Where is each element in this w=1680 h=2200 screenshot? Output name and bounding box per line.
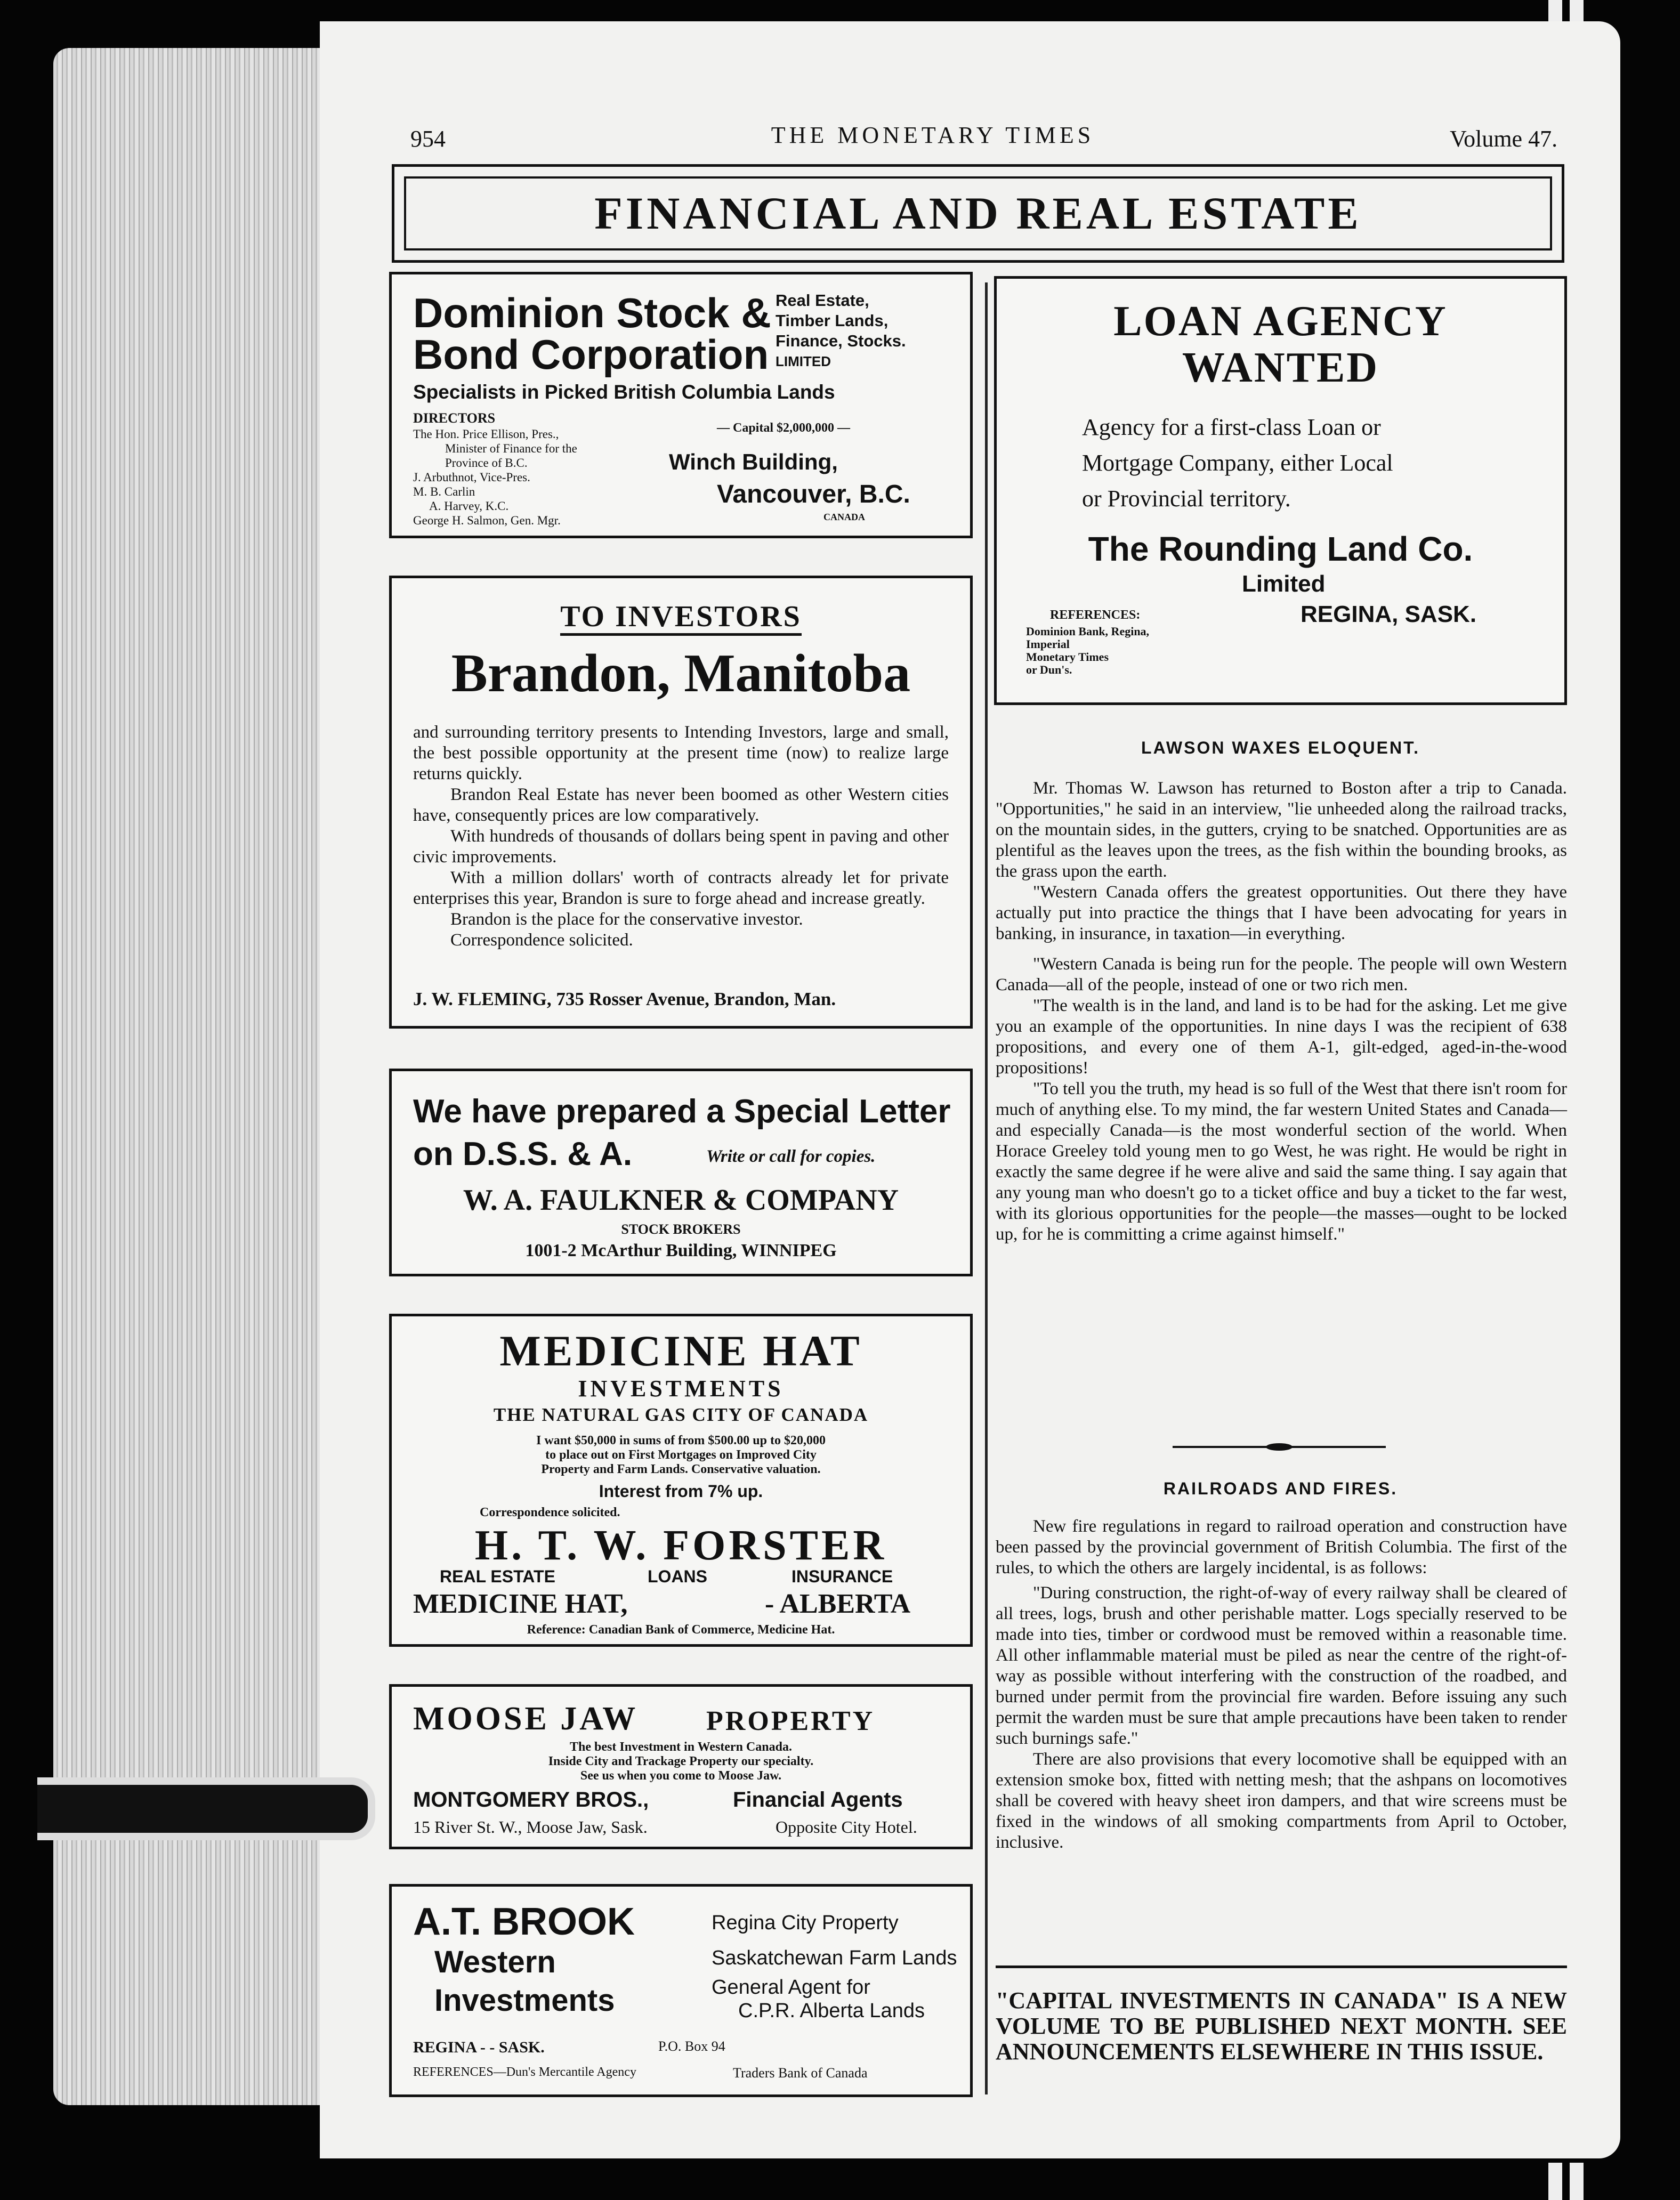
medhat-service: REAL ESTATE xyxy=(440,1567,555,1586)
brandon-heading xyxy=(392,600,970,634)
brandon-paragraph: With hundreds of thousands of dollars being spent in paving and other civic improvements. xyxy=(413,827,949,867)
dominion-building: Winch Building, xyxy=(669,449,838,474)
medhat-solicited: Correspondence solicited. xyxy=(480,1506,620,1519)
loan-limited: Limited xyxy=(1242,571,1326,597)
faulkner-note: Write or call for copies. xyxy=(706,1147,876,1166)
loan-references xyxy=(1026,625,1149,676)
dominion-directors-label: DIRECTORS xyxy=(413,410,496,426)
sprocket-hole xyxy=(1548,2163,1562,2200)
medhat-body xyxy=(392,1434,970,1477)
moosejaw-role: Financial Agents xyxy=(733,1788,903,1811)
ornament-divider xyxy=(1173,1443,1386,1451)
dominion-directors xyxy=(413,427,577,528)
medhat-place-right: - ALBERTA xyxy=(765,1589,911,1619)
faulkner-firm: W. A. FAULKNER & COMPANY xyxy=(463,1184,899,1217)
moosejaw-line: The best Investment in Western Canada. xyxy=(570,1740,792,1754)
brook-right-line: C.P.R. Alberta Lands xyxy=(738,2000,925,2022)
director-line: A. Harvey, K.C. xyxy=(429,499,509,513)
brandon-paragraph: and surrounding territory presents to Intending Investors, large and small, the best possible opportunity at the present time (now) to realize large returns quickly. xyxy=(413,723,949,783)
dominion-city: Vancouver, B.C. xyxy=(717,480,910,508)
faulkner-role: STOCK BROKERS xyxy=(621,1222,741,1237)
ad-brandon xyxy=(389,576,973,1029)
magazine-page xyxy=(320,21,1620,2158)
moosejaw-line: Inside City and Trackage Property our specialty. xyxy=(548,1754,814,1768)
brook-place: REGINA - - SASK. xyxy=(413,2039,545,2056)
loan-reference: or Dun's. xyxy=(1026,663,1072,676)
medhat-name: H. T. W. FORSTER xyxy=(474,1522,887,1569)
ad-dominion-stock xyxy=(389,272,973,538)
lawson-paragraph: Mr. Thomas W. Lawson has returned to Boston after a trip to Canada. "Opportunities," he said in an interview, "lie unheeded along the railroad tracks, on the mountain sides, in the gutters, crying to be snatched. Opportunities are as plentiful as the leaves upon the trees, as the fish within the bounding brooks, as the grass upon the earth. xyxy=(996,779,1567,881)
director-line: Province of B.C. xyxy=(445,456,528,470)
ad-moose-jaw xyxy=(389,1684,973,1849)
page-clip xyxy=(37,1777,375,1840)
loan-body-line: or Provincial territory. xyxy=(1082,486,1291,512)
dominion-limited: LIMITED xyxy=(776,353,831,369)
medhat-place-left: MEDICINE HAT, xyxy=(413,1589,628,1619)
brandon-signature: J. W. FLEMING, 735 Rosser Avenue, Brandon, Man. xyxy=(413,989,836,1009)
moosejaw-title-right: PROPERTY xyxy=(706,1706,875,1736)
brook-right-line: Saskatchewan Farm Lands xyxy=(712,1947,957,1969)
brook-references: REFERENCES—Dun's Mercantile Agency xyxy=(413,2065,636,2079)
director-line: George H. Salmon, Gen. Mgr. xyxy=(413,514,561,527)
dominion-name-2: Bond Corporation xyxy=(413,331,769,378)
moosejaw-address: 15 River St. W., Moose Jaw, Sask. xyxy=(413,1817,648,1837)
dominion-country: CANADA xyxy=(823,512,865,522)
brandon-body xyxy=(413,722,949,951)
dominion-name-1: Dominion Stock & xyxy=(413,289,771,336)
loan-title-2: WANTED xyxy=(1182,344,1379,391)
medhat-subtitle: INVESTMENTS xyxy=(578,1376,784,1402)
loan-reference: Dominion Bank, Regina, xyxy=(1026,625,1150,638)
loan-reference: Monetary Times xyxy=(1026,650,1109,664)
moosejaw-lines xyxy=(392,1740,970,1783)
page-number: 954 xyxy=(410,126,446,152)
loan-title-1: LOAN AGENCY xyxy=(1113,298,1448,345)
brook-right-lines xyxy=(712,1905,957,2023)
director-line: Minister of Finance for the xyxy=(445,442,577,455)
brook-line3: Investments xyxy=(434,1983,615,2018)
section-title-frame xyxy=(392,164,1564,263)
director-line: J. Arbuthnot, Vice-Pres. xyxy=(413,471,530,484)
brook-right-line: Regina City Property xyxy=(712,1912,899,1934)
medhat-interest: Interest from 7% up. xyxy=(599,1482,763,1501)
lawson-paragraph: "Western Canada offers the greatest opportunities. Out there they have actually put into practice the things that I have been advocating for years in banking, in insurance, in taxation—in everything. xyxy=(996,883,1567,943)
director-line: The Hon. Price Ellison, Pres., xyxy=(413,427,559,441)
ad-medicine-hat xyxy=(389,1314,973,1647)
medhat-service: INSURANCE xyxy=(791,1567,893,1586)
brook-bank: Traders Bank of Canada xyxy=(733,2065,868,2081)
medhat-title: MEDICINE HAT xyxy=(499,1327,862,1375)
lawson-paragraph: "Western Canada is being run for the people. The people will own Western Canada—all of the people, instead of one or two rich men. xyxy=(996,955,1567,994)
railroads-paragraph: "During construction, the right-of-way of every railway shall be cleared of all trees, logs, brush and other perishable matter. Logs specially reserved to be made into ties, timber or cordwood must be removed within a reasonable time. All other inflammable material must be piled as near the centre of the right-of-way as possible without interfering with the construction of the roadbed, and burned under permit from the provincial fire warden. Before issuing any such permit the warden must be sure that ample precautions have been taken to render such burnings safe." xyxy=(996,1583,1567,1748)
lawson-paragraph: "The wealth is in the land, and land is to be had for the asking. Let me give you an example of the opportunities. In nine days I was the recipient of 638 propositions, and every one of them A-1, gilt-edged, aged-in-the-wood propositions! xyxy=(996,996,1567,1078)
loan-references-label: REFERENCES: xyxy=(1050,608,1141,622)
faulkner-line2: on D.S.S. & A. xyxy=(413,1136,633,1172)
brandon-city: Brandon, Manitoba xyxy=(451,643,911,703)
sprocket-hole xyxy=(1570,2163,1584,2200)
lawson-paragraph: "To tell you the truth, my head is so full of the West that there isn't room for much of anything else. To my mind, the far western United States and Canada—and especially Canada—is the most wonderful section of the world. When Horace Greeley told young men to go West, he was right. He would be right in exactly the same degree if he were alive and said the same thing. I say again that any young man who doesn't go to a ticket office and buy a ticket to the far west, with its glorious opportunities for the people—the masses—ought to be locked up, for he is committing a crime against himself." xyxy=(996,1079,1567,1244)
director-line: M. B. Carlin xyxy=(413,485,475,498)
brook-name: A.T. BROOK xyxy=(413,1900,635,1943)
dominion-capital-text: Capital $2,000,000 xyxy=(733,421,835,435)
medhat-service: LOANS xyxy=(648,1567,707,1586)
medhat-tagline: THE NATURAL GAS CITY OF CANADA xyxy=(493,1404,869,1425)
brandon-paragraph: Brandon is the place for the conservative investor. xyxy=(450,910,803,929)
section-title: FINANCIAL AND REAL ESTATE xyxy=(404,176,1552,250)
brook-line2: Western xyxy=(434,1945,556,1979)
volume-label: Volume 47. xyxy=(1450,126,1558,152)
loan-reference: Imperial xyxy=(1026,637,1070,651)
medhat-body-line: I want $50,000 in sums of from $500.00 up to $20,000 xyxy=(536,1434,826,1447)
notice-rule xyxy=(996,1966,1567,1968)
journal-title: THE MONETARY TIMES xyxy=(771,122,1095,148)
lawson-headline: LAWSON WAXES ELOQUENT. xyxy=(1141,738,1420,757)
ad-loan-agency xyxy=(994,276,1567,705)
dominion-service: Finance, Stocks. xyxy=(776,331,906,350)
moosejaw-line: See us when you come to Moose Jaw. xyxy=(580,1769,782,1783)
loan-body xyxy=(1082,409,1393,516)
ad-faulkner xyxy=(389,1069,973,1276)
notice-text: "CAPITAL INVESTMENTS IN CANADA" IS A NEW VOLUME TO BE PUBLISHED NEXT MONTH. SEE ANNOUNCEMENTS ELSEWHERE IN THIS ISSUE. xyxy=(996,1987,1567,2065)
loan-body-line: Mortgage Company, either Local xyxy=(1082,450,1393,476)
lawson-body xyxy=(996,778,1567,1245)
moosejaw-title: MOOSE JAW xyxy=(413,1701,639,1737)
railroads-headline: RAILROADS AND FIRES. xyxy=(1163,1479,1398,1498)
railroads-body xyxy=(996,1516,1567,1853)
faulkner-address: 1001-2 McArthur Building, WINNIPEG xyxy=(525,1241,837,1260)
dominion-service: Real Estate, xyxy=(776,291,869,310)
dominion-tagline: Specialists in Picked British Columbia Lands xyxy=(413,381,835,403)
brandon-paragraph: Brandon Real Estate has never been boomed as other Western cities have, consequently prices are low comparatively. xyxy=(413,785,949,825)
railroads-paragraph: New fire regulations in regard to railroad operation and construction have been passed by the provincial government of British Columbia. The first of the rules, to which the others are largely incidental, is as follows: xyxy=(996,1517,1567,1578)
brandon-heading-text: TO INVESTORS xyxy=(560,600,802,636)
brandon-paragraph: With a million dollars' worth of contracts already let for private enterprises this year, Brandon is sure to forge ahead and increase greatly. xyxy=(413,868,949,908)
medhat-reference: Reference: Canadian Bank of Commerce, Medicine Hat. xyxy=(527,1623,835,1637)
moosejaw-address-right: Opposite City Hotel. xyxy=(776,1817,917,1837)
brandon-paragraph: Correspondence solicited. xyxy=(450,931,633,950)
faulkner-line1: We have prepared a Special Letter xyxy=(413,1093,951,1130)
dominion-service: Timber Lands, xyxy=(776,311,889,330)
medhat-body-line: Property and Farm Lands. Conservative valuation. xyxy=(541,1462,821,1476)
brook-right-line: General Agent for xyxy=(712,1976,870,1999)
loan-firm: The Rounding Land Co. xyxy=(1088,530,1473,568)
dominion-services xyxy=(776,290,906,371)
ad-brook xyxy=(389,1884,973,2097)
column-rule xyxy=(985,282,988,2094)
loan-body-line: Agency for a first-class Loan or xyxy=(1082,414,1381,440)
moosejaw-firm: MONTGOMERY BROS., xyxy=(413,1788,649,1811)
medhat-body-line: to place out on First Mortgages on Improved City xyxy=(545,1448,817,1462)
brook-po: P.O. Box 94 xyxy=(658,2039,725,2054)
railroads-paragraph: There are also provisions that every locomotive shall be equipped with an extension smoke box, fitted with netting mesh; that the ashpans on locomotives shall be covered with heavy sheet iron dampers, and that wire screens must be fixed in the windows of all smoking compartments from April to October, inclusive. xyxy=(996,1750,1567,1852)
dominion-capital: — Capital $2,000,000 — xyxy=(717,421,851,435)
loan-place: REGINA, SASK. xyxy=(1301,601,1477,627)
